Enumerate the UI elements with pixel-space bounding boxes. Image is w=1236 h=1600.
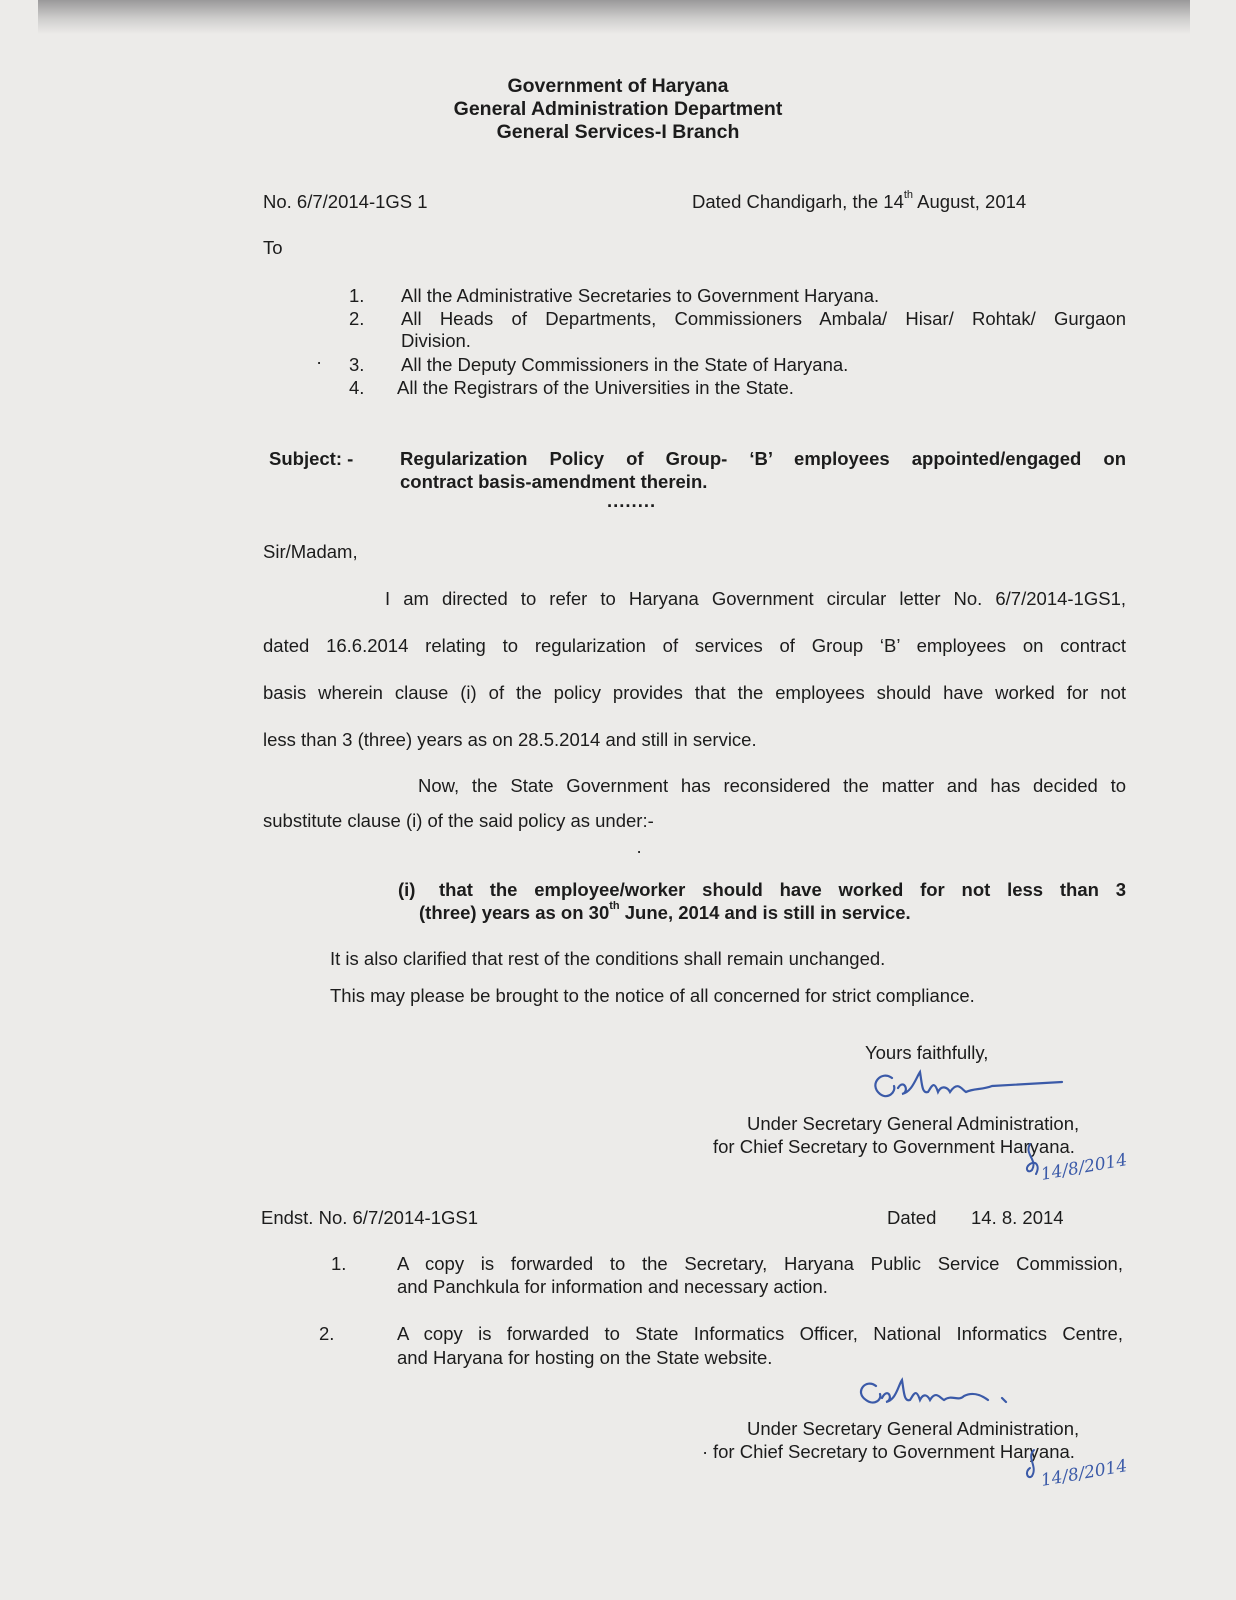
paragraph-line: less than 3 (three) years as on 28.5.2014 and still in service.: [263, 729, 757, 750]
clause-line: that the employee/worker should have worked for not less than 3: [439, 879, 1126, 900]
paragraph-line: Now, the State Government has reconsidered the matter and has decided to: [418, 775, 1126, 796]
clause-line-continued: (three) years as on 30th June, 2014 and is still in service.: [419, 900, 911, 923]
compliance-note: This may please be brought to the notice of all concerned for strict compliance.: [330, 985, 975, 1006]
clarification-note: It is also clarified that rest of the conditions shall remain unchanged.: [330, 948, 886, 969]
clause-label: (i): [398, 879, 416, 900]
subject-dots: ........: [607, 490, 657, 511]
recipient-number: 1.: [349, 285, 365, 306]
stray-mark: ·: [316, 351, 323, 372]
signatory-designation: Under Secretary General Administration,: [747, 1113, 1080, 1134]
recipient-text: All the Registrars of the Universities in the State.: [397, 377, 794, 398]
endorsement-number: Endst. No. 6/7/2014-1GS1: [261, 1207, 478, 1228]
subject-label: Subject: -: [269, 448, 354, 469]
recipient-text: All the Administrative Secretaries to Government Haryana.: [401, 285, 880, 306]
to-label: To: [263, 237, 283, 258]
header-government: Government of Haryana: [507, 75, 729, 97]
recipient-text: All Heads of Departments, Commissioners Ambala/ Hisar/ Rohtak/ Gurgaon: [401, 308, 1126, 329]
subject-line: Regularization Policy of Group- ‘B’ employees appointed/engaged on: [400, 448, 1126, 469]
header-branch: General Services-I Branch: [496, 121, 740, 143]
signatory-for-line: for Chief Secretary to Government Haryana.: [713, 1136, 1075, 1157]
stray-mark: ·: [702, 1441, 709, 1462]
handwritten-initials-date: [1024, 1446, 1129, 1492]
header-department: General Administration Department: [453, 98, 783, 120]
endorsement-item-text-continued: and Panchkula for information and necessary action.: [397, 1276, 828, 1297]
endorsement-item-number: 1.: [331, 1253, 347, 1274]
paragraph-line: substitute clause (i) of the said policy as under:-: [263, 810, 654, 831]
endorsement-item-text: A copy is forwarded to the Secretary, Haryana Public Service Commission,: [397, 1253, 1123, 1274]
subject-line-continued: contract basis-amendment therein.: [400, 471, 708, 492]
reference-number: No. 6/7/2014-1GS 1: [263, 191, 428, 212]
recipient-number: 2.: [349, 308, 365, 329]
signatory-designation: Under Secretary General Administration,: [747, 1418, 1080, 1439]
recipient-number: 4.: [349, 377, 365, 398]
salutation: Sir/Madam,: [263, 541, 358, 562]
signature-scribble: [852, 1372, 1062, 1422]
handwritten-initials-date: [1022, 1140, 1129, 1186]
scan-top-edge: [38, 0, 1190, 34]
endorsement-item-number: 2.: [319, 1323, 335, 1344]
endorsement-date: 14. 8. 2014: [971, 1207, 1064, 1228]
stray-mark: ·: [636, 840, 643, 861]
svg-text:14/8/2014: 14/8/2014: [1039, 1456, 1129, 1491]
recipient-number: 3.: [349, 354, 365, 375]
svg-text:14/8/2014: 14/8/2014: [1039, 1150, 1129, 1185]
paragraph-line: I am directed to refer to Haryana Government circular letter No. 6/7/2014-1GS1,: [385, 588, 1126, 609]
endorsement-item-text: A copy is forwarded to State Informatics Officer, National Informatics Centre,: [397, 1323, 1123, 1344]
endorsement-item-text-continued: and Haryana for hosting on the State website.: [397, 1347, 773, 1368]
endorsement-date-label: Dated: [887, 1207, 937, 1228]
signatory-for-line: for Chief Secretary to Government Haryana.: [713, 1441, 1075, 1462]
paragraph-line: basis wherein clause (i) of the policy provides that the employees should have worked for not: [263, 682, 1126, 703]
recipient-text: All the Deputy Commissioners in the State of Haryana.: [401, 354, 849, 375]
reference-date: Dated Chandigarh, the 14th August, 2014: [692, 189, 1027, 212]
recipient-text-continued: Division.: [401, 330, 471, 351]
signature-scribble: [862, 1062, 1072, 1116]
paragraph-line: dated 16.6.2014 relating to regularization of services of Group ‘B’ employees on contract: [263, 635, 1126, 656]
closing-line: Yours faithfully,: [865, 1042, 989, 1063]
